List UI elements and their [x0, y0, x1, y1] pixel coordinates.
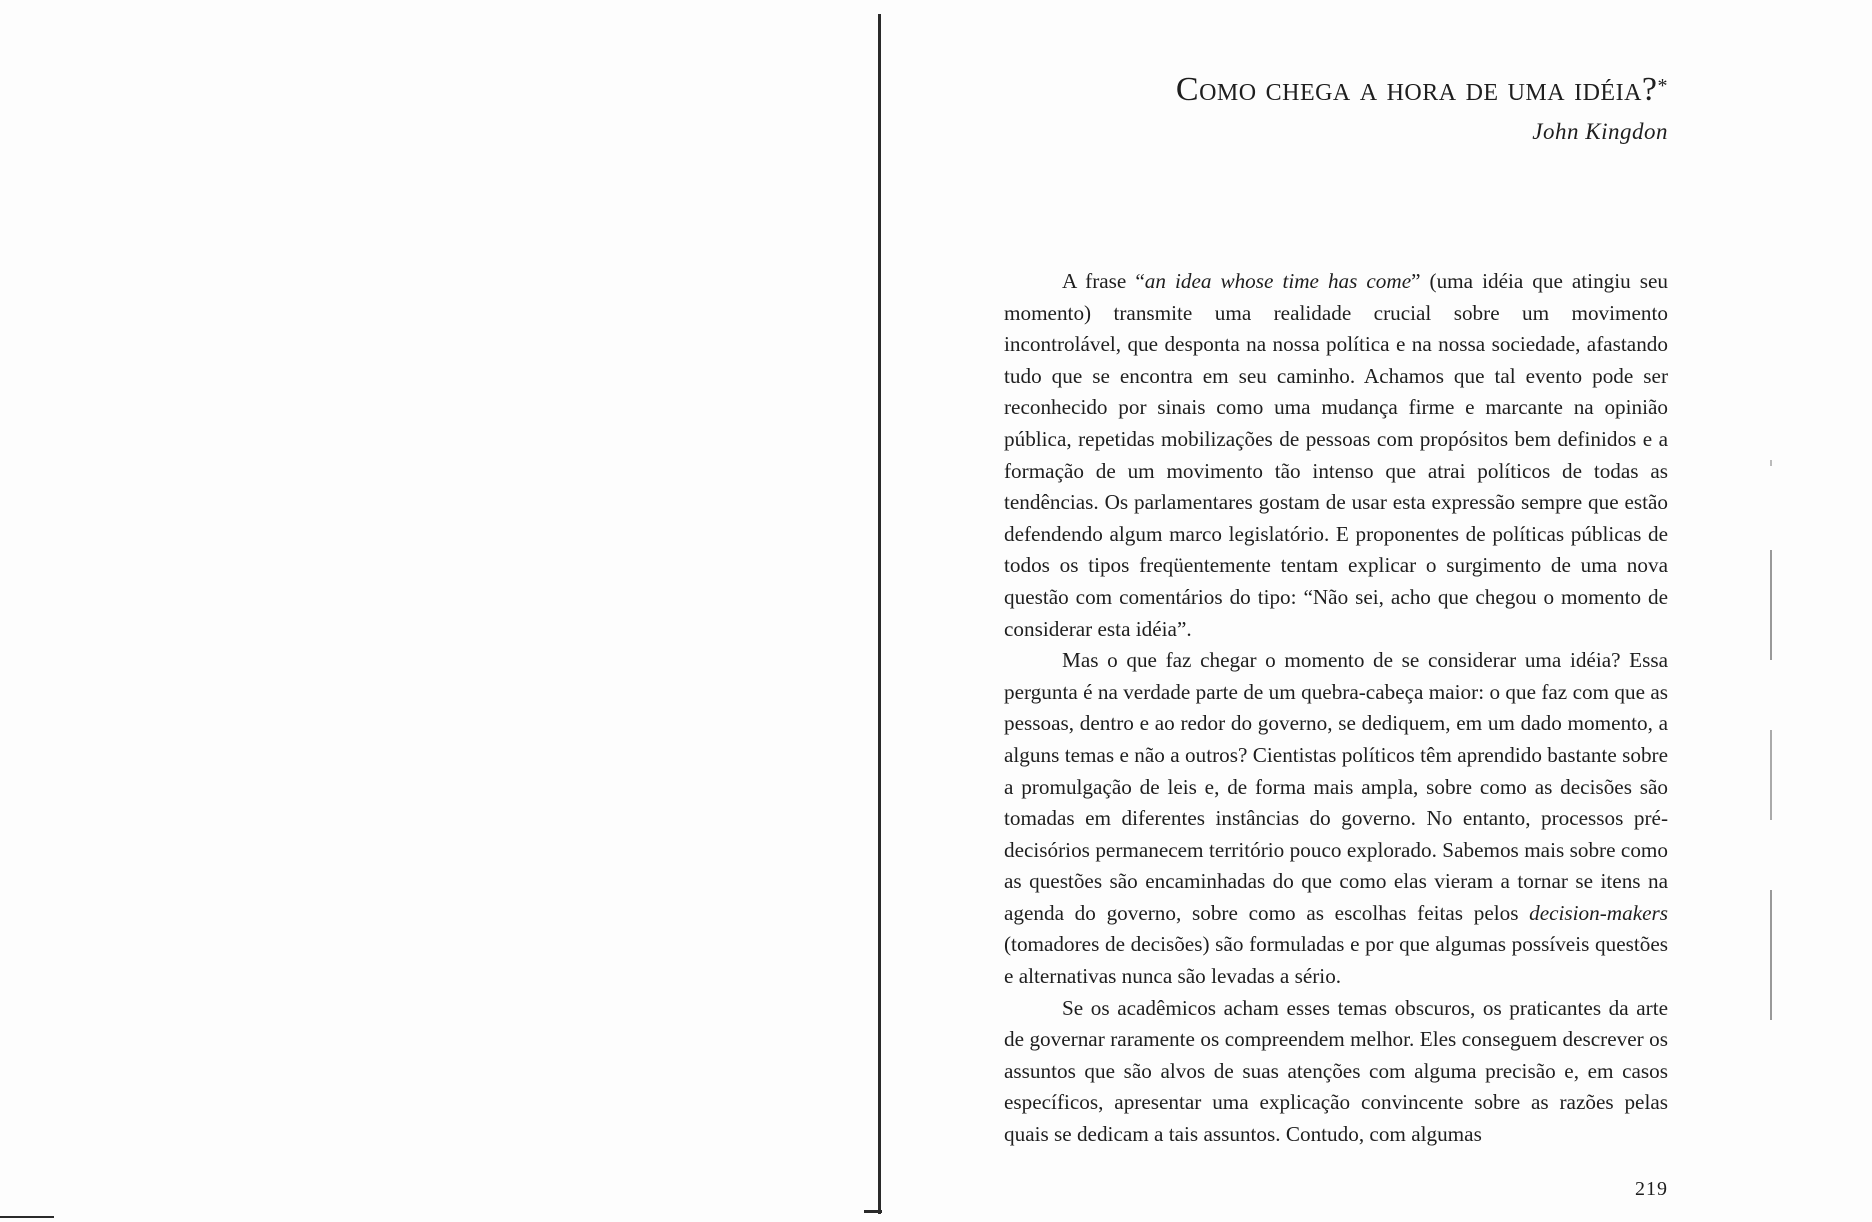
chapter-title-text: Como chega a hora de uma idéia?	[1175, 71, 1658, 108]
book-gutter-foot	[864, 1210, 882, 1213]
paragraph-1	[1004, 266, 1668, 645]
paragraph-1-emphasis: an idea whose time has come	[1144, 269, 1412, 293]
chapter-title	[1004, 68, 1668, 112]
paragraph-2	[1004, 645, 1668, 993]
right-page	[1004, 68, 1669, 1200]
paragraph-3	[1004, 993, 1668, 1151]
paragraph-2-after: (tomadores de decisões) são formuladas e por que algumas possíveis questões e alternativas nunca são levadas a sério.	[1004, 932, 1668, 989]
left-page-mark	[0, 1216, 54, 1218]
paragraph-3-before: Se os acadêmicos acham esses temas obscuros, os praticantes da arte de governar raramente os compreendem melhor. Eles conseguem descrever os assuntos que são alvos de suas atenções com alguma precisão e, em casos específicos, apresentar uma explicação convincente sobre as razões pelas quais se dedicam a tais assuntos. Contudo, com algumas	[1004, 995, 1668, 1147]
page-edge-specks	[1770, 400, 1772, 1200]
paragraph-1-after: ” (uma idéia que atingiu seu momento) transmite uma realidade crucial sobre um movimento incontrolável, que desponta na nossa política e na nossa sociedade, afastando tudo que se encontra em seu caminho. Achamos que tal evento pode ser reconhecido por sinais como uma mudança firme e marcante na opinião pública, repetidas mobilizações de pessoas com propósitos bem definidos e a formação de um movimento tão intenso que atrai políticos de todas as tendências. Os parlamentares gostam de usar esta expressão sempre que estão defendendo algum marco legislatório. E proponentes de políticas públicas de todos os tipos freqüentemente tentam explicar o surgimento de uma nova questão com comentários do tipo: “Não sei, acho que chegou o momento de considerar esta idéia”.	[1004, 269, 1669, 641]
paragraph-2-before: Mas o que faz chegar o momento de se considerar uma idéia? Essa pergunta é na verdade parte de um quebra-cabeça maior: o que faz com que as pessoas, dentro e ao redor do governo, se dediquem, em um dado momento, a alguns temas e não a outros? Cientistas políticos têm aprendido bastante sobre a promulgação de leis e, de forma mais ampla, sobre como as decisões são tomadas em diferentes instâncias do governo. No entanto, processos pré-decisórios permanecem território pouco explorado. Sabemos mais sobre como as questões são encaminhadas do que como elas vieram a tornar se itens na agenda do governo, sobre como as escolhas feitas pelos	[1004, 648, 1668, 925]
book-gutter-line	[878, 14, 881, 1214]
body-text	[1004, 266, 1668, 1151]
paragraph-2-emphasis: decision-makers	[1529, 900, 1668, 925]
page-number: 219	[1635, 1178, 1668, 1200]
chapter-author: John Kingdon	[1532, 119, 1668, 144]
footnote-mark: *	[1657, 75, 1668, 97]
paragraph-1-before: A frase “	[1062, 269, 1145, 293]
